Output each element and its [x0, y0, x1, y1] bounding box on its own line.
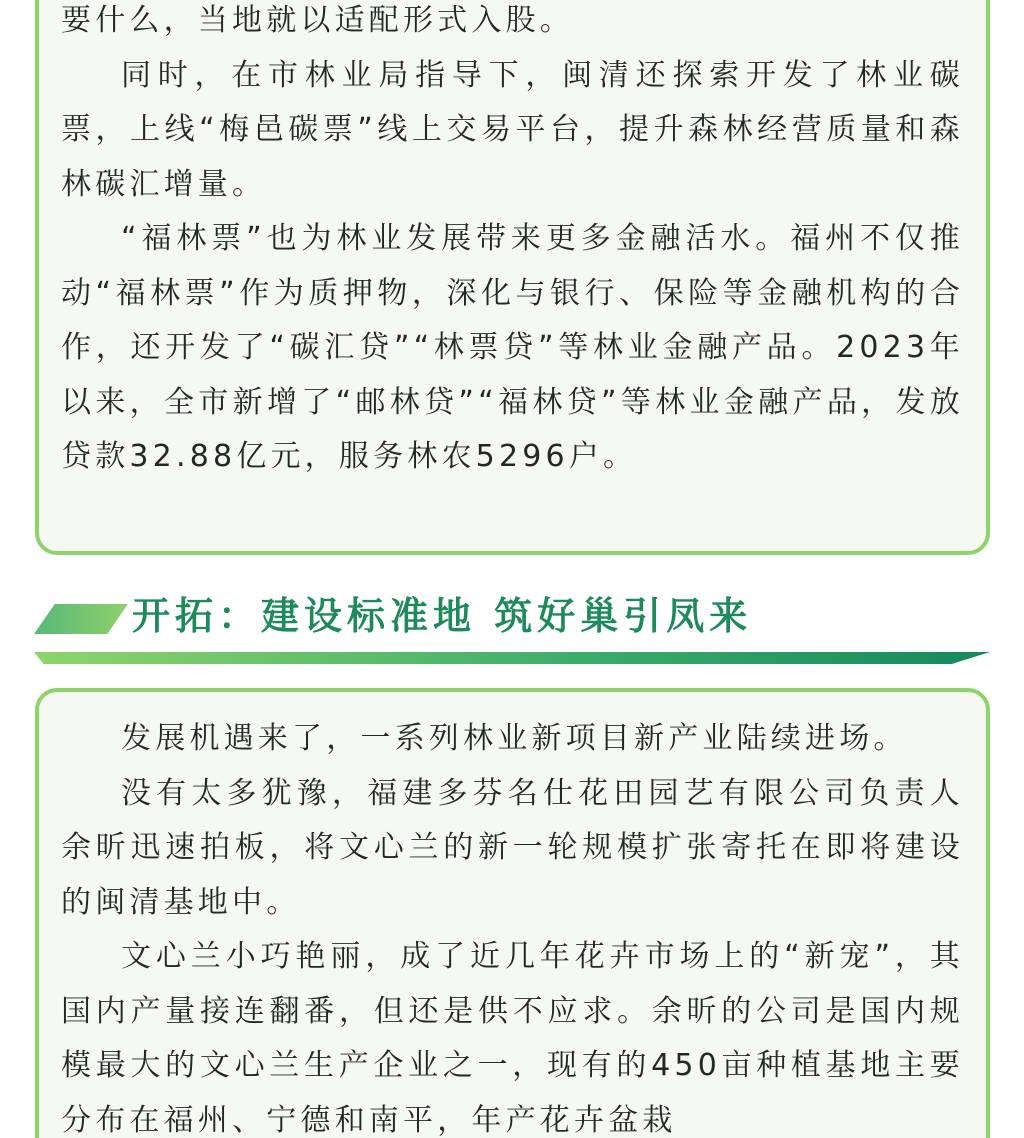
article-body-top: [61, 0, 964, 485]
section-underline-bar: [34, 652, 990, 664]
article-card-top: [35, 0, 990, 555]
paragraph: 要什么，当地就以适配形式入股。: [61, 3, 574, 38]
article-card-bottom: [35, 688, 990, 1138]
paragraph: 没有太多犹豫，福建多芬名仕花田园艺有限公司负责人余昕迅速拍板，将文心兰的新一轮规模扩张寄托在即将建设的闽清基地中。: [61, 775, 964, 920]
section-flag-decoration: [34, 604, 128, 634]
paragraph: 文心兰小巧艳丽，成了近几年花卉市场上的“新宠”，其国内产量接连翻番，但还是供不应求。余昕的公司是国内规模最大的文心兰生产企业之一，现有的450亩种植基地主要分布在福州、宁德和南平，年产花卉盆栽: [61, 939, 964, 1138]
paragraph: 发展机遇来了，一系列林业新项目新产业陆续进场。: [121, 721, 908, 756]
paragraph: “福林票”也为林业发展带来更多金融活水。福州不仅推动“福林票”作为质押物，深化与银行、保险等金融机构的合作，还开发了“碳汇贷”“林票贷”等林业金融产品。2023年以来，全市新增了“邮林贷”“福林贷”等林业金融产品，发放贷款32.88亿元，服务林农5296户。: [61, 221, 964, 474]
section-title: 开拓：建设标准地 筑好巢引凤来: [132, 594, 753, 638]
section-header: [0, 590, 1024, 670]
article-body-bottom: [61, 712, 964, 1138]
paragraph: 同时，在市林业局指导下，闽清还探索开发了林业碳票，上线“梅邑碳票”线上交易平台，提升森林经营质量和森林碳汇增量。: [61, 57, 964, 202]
